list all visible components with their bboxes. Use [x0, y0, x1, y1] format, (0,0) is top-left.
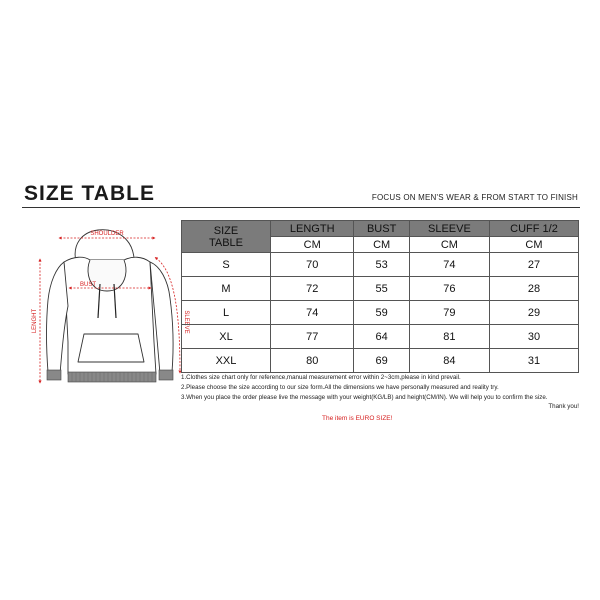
size-cell: XXL: [182, 349, 271, 373]
corner-line-1: SIZE: [213, 224, 239, 237]
value-cell: 69: [354, 349, 409, 373]
table-row: [182, 277, 579, 301]
bust-label: BUST: [79, 282, 97, 288]
value-cell: 29: [489, 301, 578, 325]
hoodie-diagram: [20, 222, 198, 412]
sleeve-label: SLEEVE: [183, 310, 189, 334]
size-notes: [181, 373, 581, 412]
value-cell: 55: [354, 277, 409, 301]
unit-cell: CM: [271, 237, 354, 253]
size-table-corner: [182, 221, 271, 253]
value-cell: 70: [271, 253, 354, 277]
column-header: BUST: [354, 221, 409, 237]
value-cell: 27: [489, 253, 578, 277]
value-cell: 64: [354, 325, 409, 349]
size-cell: XL: [182, 325, 271, 349]
value-cell: 30: [489, 325, 578, 349]
note-line: 2.Please choose the size according to our size form.All the dimensions we have personally measured and reality try.: [181, 383, 499, 391]
value-cell: 28: [489, 277, 578, 301]
value-cell: 80: [271, 349, 354, 373]
tagline: FOCUS ON MEN'S WEAR & FROM START TO FINISH: [371, 193, 578, 202]
ribbed-trims: [47, 370, 173, 382]
size-cell: S: [182, 253, 271, 277]
shoulder-label: SHOULDER: [90, 231, 124, 237]
table-row: [182, 325, 579, 349]
hoodie-outline: [47, 230, 174, 374]
corner-line-2: TABLE: [208, 236, 244, 249]
size-cell: M: [182, 277, 271, 301]
value-cell: 72: [271, 277, 354, 301]
note-line: 3.When you place the order please live the message with your weight(KG/LB) and height(CM/IN). We will help you to confirm the size.: [181, 393, 548, 401]
header-divider: [22, 207, 580, 208]
table-row: [182, 253, 579, 277]
page-title: SIZE TABLE: [24, 182, 155, 205]
column-header: LENGTH: [271, 221, 354, 237]
column-header: SLEEVE: [409, 221, 489, 237]
unit-cell: CM: [409, 237, 489, 253]
table-header-row: [182, 221, 579, 237]
euro-size-notice: The item is EURO SIZE!: [322, 415, 393, 422]
size-table: [181, 220, 579, 373]
length-label: LENGHT: [32, 308, 38, 334]
thank-you-text: Thank you!: [548, 403, 579, 411]
value-cell: 59: [354, 301, 409, 325]
note-line: 1.Clothes size chart only for reference,manual measurement error within 2~3cm,please in kind prevail.: [181, 374, 461, 381]
value-cell: 84: [409, 349, 489, 373]
unit-cell: CM: [354, 237, 409, 253]
table-row: [182, 349, 579, 373]
unit-cell: CM: [489, 237, 578, 253]
value-cell: 31: [489, 349, 578, 373]
column-header: CUFF 1/2: [489, 221, 578, 237]
table-row: [182, 301, 579, 325]
value-cell: 74: [409, 253, 489, 277]
value-cell: 79: [409, 301, 489, 325]
value-cell: 77: [271, 325, 354, 349]
size-cell: L: [182, 301, 271, 325]
value-cell: 76: [409, 277, 489, 301]
value-cell: 74: [271, 301, 354, 325]
value-cell: 53: [354, 253, 409, 277]
value-cell: 81: [409, 325, 489, 349]
